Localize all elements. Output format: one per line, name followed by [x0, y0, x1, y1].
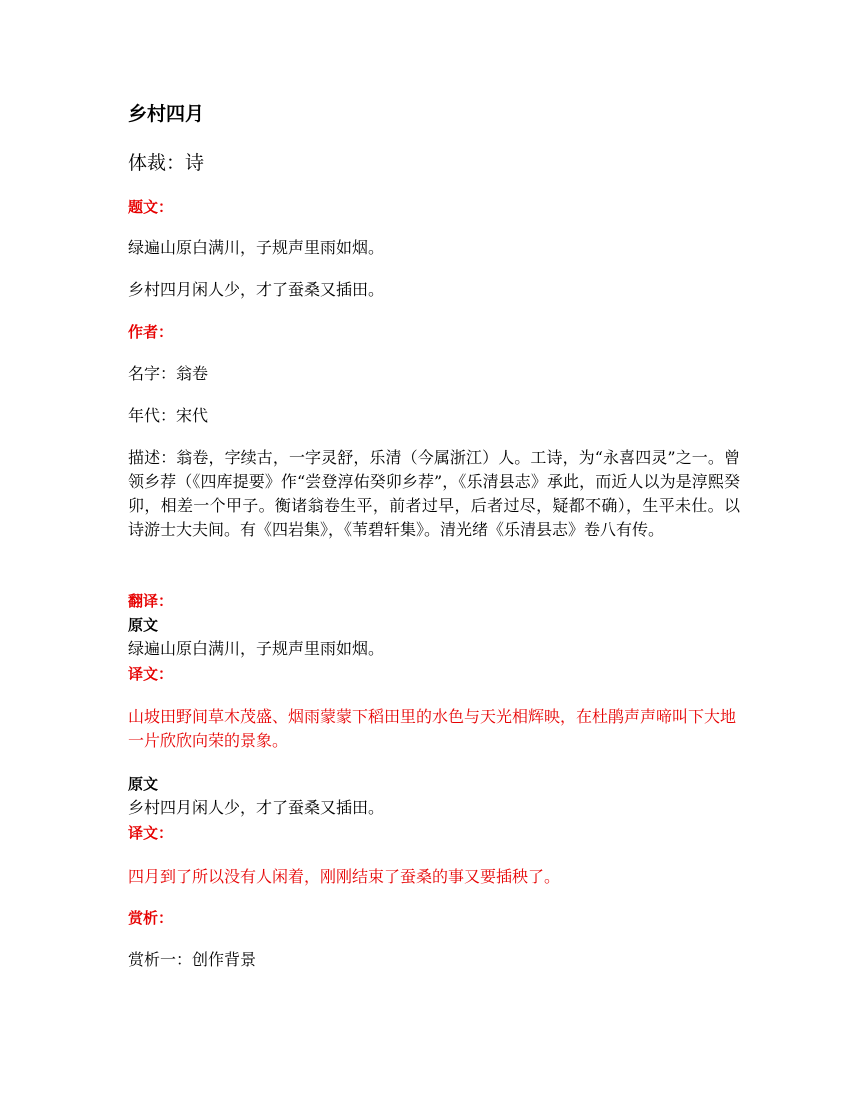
- translated-label-2: 译文：: [128, 824, 174, 842]
- appreciation-item-1: 赏析一：创作背景: [128, 950, 257, 969]
- translated-text-1: 山坡田野间草木茂盛、烟雨蒙蒙下稻田里的水色与天光相辉映，在杜鹃声声啼叫下大地一片欣欣向荣的景象。: [128, 707, 737, 750]
- author-description: 描述：翁卷，字续古，一字灵舒，乐清（今属浙江）人。工诗，为“永喜四灵”之一。曾领乡荐（《四库提要》作“尝登淳佑癸卯乡荐”，《乐清县志》承此，而近人以为是淳熙癸卯，相差一个甲子。衡诸翁卷生平，前者过早，后者过尽，疑都不确），生平未仕。以诗游士大夫间。有《四岩集》，《苇碧轩集》。清光绪《乐清县志》卷八有传。: [128, 448, 740, 539]
- poem-text-heading: 题文：: [128, 198, 174, 216]
- author-name: 名字：翁卷: [128, 364, 209, 383]
- original-text-1: 绿遍山原白满川，子规声里雨如烟。: [128, 639, 385, 658]
- translation-heading: 翻译：: [128, 592, 174, 610]
- original-label-1: 原文: [128, 616, 159, 634]
- original-text-2: 乡村四月闲人少，才了蚕桑又插田。: [128, 798, 385, 817]
- original-label-2: 原文: [128, 775, 159, 793]
- author-heading: 作者：: [128, 323, 174, 341]
- author-era: 年代：宋代: [128, 406, 209, 425]
- translated-label-1: 译文：: [128, 665, 174, 683]
- translated-text-2: 四月到了所以没有人闲着，刚刚结束了蚕桑的事又要插秧了。: [128, 867, 561, 886]
- poem-line-2: 乡村四月闲人少，才了蚕桑又插田。: [128, 280, 385, 299]
- appreciation-heading: 赏析：: [128, 909, 174, 927]
- poem-title: 乡村四月: [128, 103, 205, 125]
- poem-line-1: 绿遍山原白满川，子规声里雨如烟。: [128, 238, 385, 257]
- genre-line: 体裁：诗: [128, 152, 205, 174]
